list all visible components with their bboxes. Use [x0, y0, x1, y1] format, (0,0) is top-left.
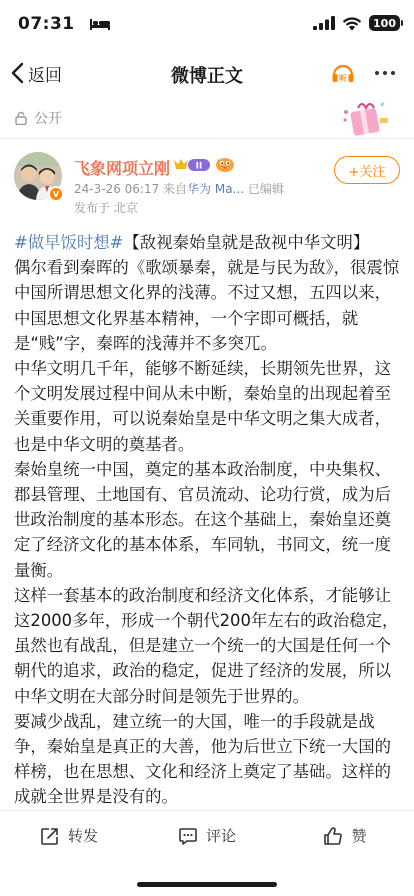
author-name[interactable]: 飞象网项立刚	[74, 159, 171, 178]
comment-button[interactable]	[138, 811, 276, 860]
status-bar	[0, 0, 414, 50]
back-label: 返回	[28, 65, 62, 86]
repost-icon	[40, 826, 60, 846]
gift-box-decoration	[340, 98, 392, 138]
listen-icon[interactable]	[330, 60, 356, 86]
post-location: 发布于 北京	[74, 201, 138, 215]
post-title: 【敌视秦始皇就是敌视中华文明】	[123, 233, 370, 252]
battery-indicator: 100	[369, 15, 400, 31]
post-content	[14, 230, 402, 810]
bed-icon	[90, 18, 110, 30]
post-paragraph	[14, 230, 402, 356]
fan-bird-icon	[214, 155, 236, 173]
action-bar	[0, 810, 414, 860]
verified-badge-icon: V	[48, 186, 64, 202]
lock-icon	[14, 111, 28, 125]
edited-label: 已编辑	[247, 182, 284, 196]
topic-link[interactable]: #做早饭时想#	[14, 233, 124, 252]
like-button[interactable]	[276, 811, 414, 860]
like-icon	[323, 826, 343, 846]
follow-button[interactable]: +关注	[334, 156, 400, 184]
home-indicator[interactable]	[137, 882, 277, 887]
post-paragraph-2: 中华文明几千年，能够不断延续，长期领先世界，这个文明发展过程中间从未中断，秦始皇的出现起着至关重要作用，可以说秦始皇是中华文明之集大成者，也是中华文明的奠基者。	[14, 359, 391, 454]
vip-level-badge-icon	[172, 157, 212, 173]
divider	[0, 138, 414, 139]
vip-level: II	[195, 161, 203, 172]
comment-label: 评论	[205, 827, 236, 845]
wifi-icon	[342, 16, 362, 31]
like-label: 赞	[351, 827, 367, 845]
post-paragraph-4: 这样一套基本的政治制度和经济文化体系，才能够让这2000多年，形成一个朝代200年左右的政治稳定，虽然也有战乱，但是建立一个统一的大国是任何一个朝代的追求，政治的稳定，促进了经济的发展，所以中华文明在大部分时间是领先于世界的。	[14, 585, 399, 706]
post-paragraph-3: 秦始皇统一中国，奠定的基本政治制度，中央集权、郡县管理、土地国有、官员流动、论功行赏，成为后世政治制度的基本形态。在这个基础上，秦始皇还奠定了经济文化的基本体系，车同轨，书同文，统一度量衡。	[14, 459, 391, 580]
post-paragraph-5: 要减少战乱，建立统一的大国，唯一的手段就是战争，秦始皇是真正的大善，他为后世立下统一大国的样榜，也在思想、文化和经济上奠定了基础。这样的成就全世界是没有的。	[14, 711, 391, 807]
post-paragraph-1: 偶尔看到秦晖的《歌颂暴秦，就是与民为敌》，很震惊中国所谓思想文化界的浅薄。不过又想，五四以来，中国思想文化界基本精神，一个字即可概括，就是“贱”字，秦晖的浅薄并不多突兀。	[14, 258, 400, 353]
signal-icon	[313, 16, 335, 30]
page-title: 微博正文	[171, 66, 243, 87]
repost-button[interactable]	[0, 811, 138, 860]
more-icon[interactable]	[372, 60, 398, 86]
comment-icon	[178, 826, 198, 846]
post-device[interactable]: 华为 Ma...	[187, 182, 245, 196]
post-timestamp: 24-3-26 06:17 来自	[74, 182, 188, 196]
author-header	[0, 146, 414, 216]
privacy-label: 公开	[34, 111, 62, 127]
nav-bar	[0, 50, 414, 96]
status-time: 07:31	[18, 14, 75, 34]
post-meta	[74, 180, 284, 197]
repost-label: 转发	[67, 827, 98, 845]
svg-text:听: 听	[339, 74, 347, 83]
